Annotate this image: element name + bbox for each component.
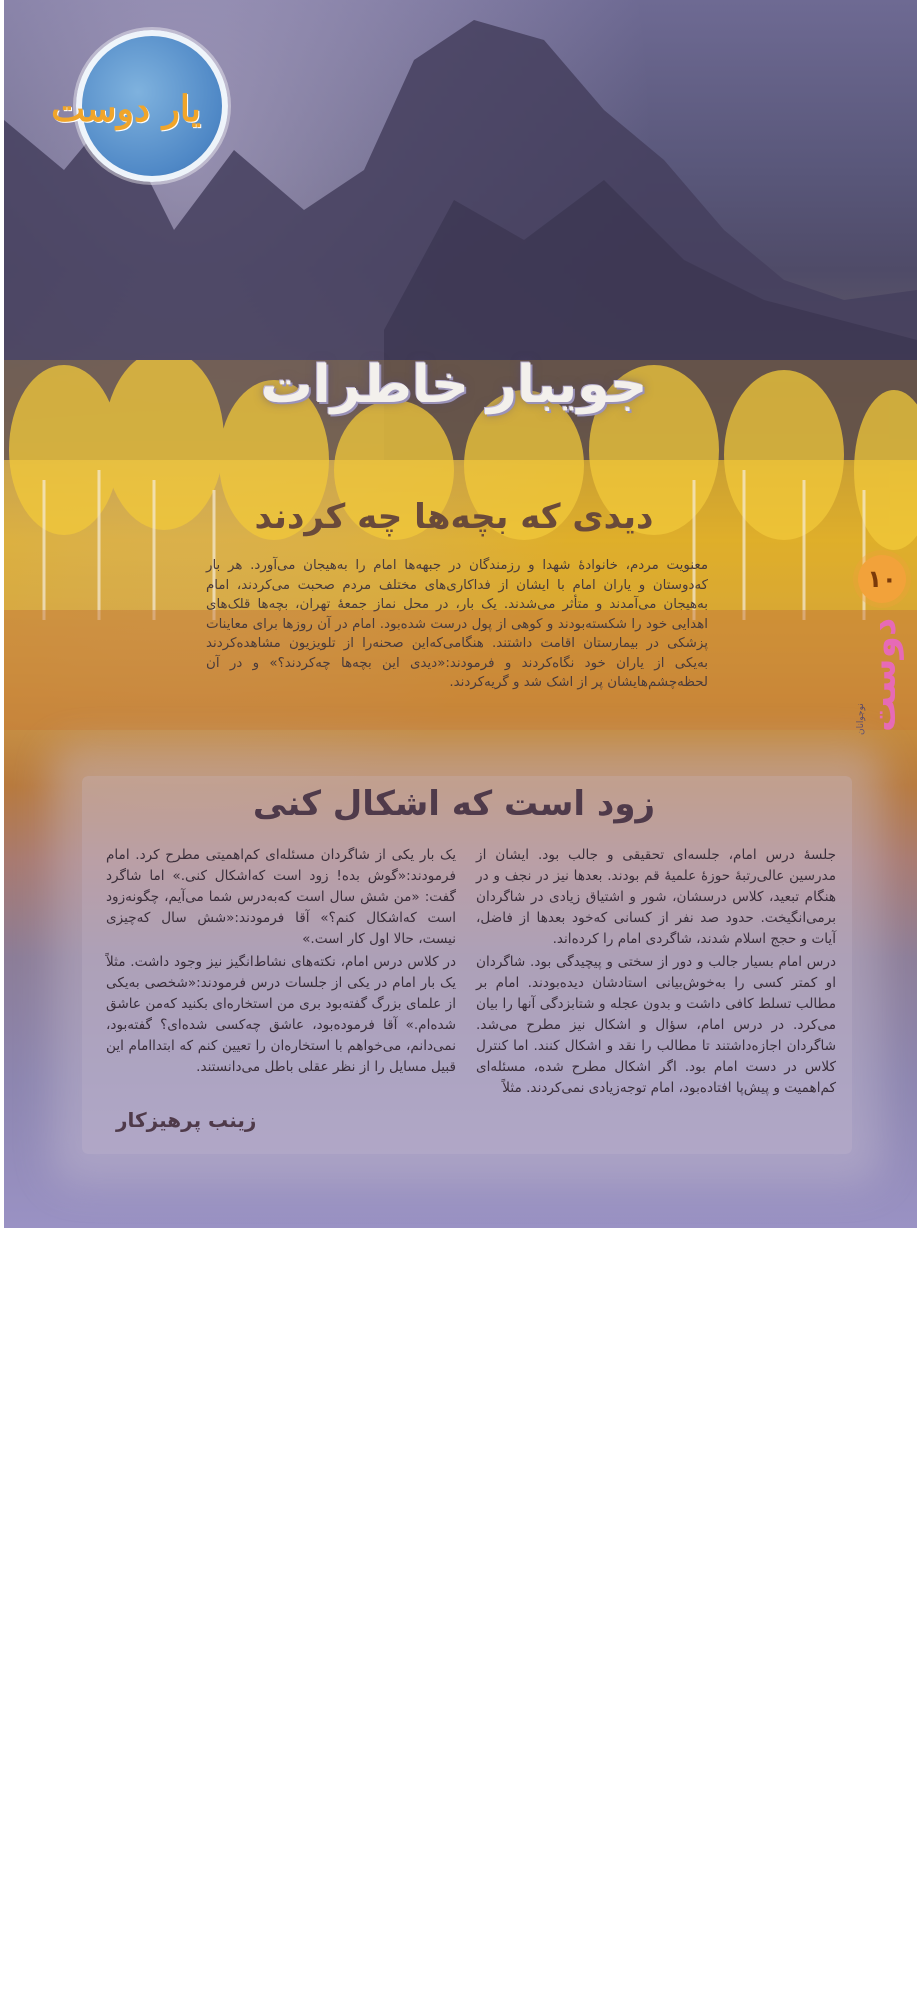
brand-vertical: دوست [863,617,904,733]
paragraph: درس امام بسیار جالب و دور از سختی و پیچیدگی بود. شاگردان او کمتر کسی را به‌خوش‌بیانی استادشان دیده‌بودند. امام بر مطالب تسلط کافی داشت و بدون عجله و شتابزدگی آنها را بیان می‌کرد. در درس امام، سؤال و اشکال نیز مطرح می‌شد. شاگردان اجازه‌داشتند تا مطالب را نقد و اشکال کنند. اما کنترل کلاس در دست امام بود. اگر اشکال مطرح شده، مسئله‌ای کم‌اهمیت و پیش‌پا افتاده‌بود، امام توجه‌زیادی نمی‌کردند. مثلاً [476,954,836,1096]
magazine-logo [46,30,206,180]
author-name: زینب پرهیزکار [116,1108,257,1132]
section2-column-left [106,845,456,1080]
brand-small: نوجوانان [856,703,866,735]
main-title: جویبار خاطرات [260,355,648,415]
page-number: ۱۰ [867,565,897,593]
logo-text: یار دوست [51,88,201,130]
magazine-page [4,0,917,1228]
section2-title: زود است که اشکال کنی [252,784,656,824]
section1-body: معنویت مردم، خانوادهٔ شهدا و رزمندگان در جبهه‌ها امام را به‌هیجان می‌آورد. هر بار که‌دوستان و یاران امام با ایشان از فداکاری‌های مختلف مردم صحبت می‌کردند، امام به‌هیجان می‌آمدند و متأثر می‌شدند. یک بار، در محل نماز جمعهٔ تهران، بچه‌ها قلک‌های اهدایی خود را شکسته‌بودند و کوهی از پول درست شده‌بود. امام در آن روزها برای معاینات پزشکی در بیمارستان اقامت داشتند. هنگامی‌که‌این صحنه‌را از تلویزیون مشاهده‌کردند به‌یکی از یاران خود نگاه‌کردند و فرمودند:«دیدی این بچه‌ها چه‌کردند؟» و در آن لحظه‌چشم‌هایشان پر از اشک شد و گریه‌کردند. [206,558,708,690]
page-number-sun-icon [858,555,906,603]
section2-column-right [476,845,836,1101]
section1-title: دیدی که بچه‌ها چه کردند [254,497,654,537]
page-badge [856,555,912,745]
paragraph: جلسهٔ درس امام، جلسه‌ای تحقیقی و جالب بود. ایشان از مدرسین عالی‌رتبهٔ حوزهٔ علمیهٔ قم بودند. بعدها نیز در نجف و در هنگام تبعید، کلاس درسشان، شور و اشتیاق زیادی در شاگردان برمی‌انگیخت. حدود صد نفر از کسانی که‌خود بعدها از فاضل، آیات و حجج اسلام شدند، شاگردی امام را کرده‌اند. [476,847,836,947]
paragraph: یک بار یکی از شاگردان مسئله‌ای کم‌اهمیتی مطرح کرد. امام فرمودند:«گوش بده‌! زود است که‌اشکال کنی.» اما شاگرد گفت: «من شش سال است که‌به‌درس شما می‌آیم، چگونه‌زود است که‌اشکال کنم؟» آقا فرمودند:«شش سال که‌چیزی نیست، حالا اول کار است.» [106,847,456,947]
paragraph: در کلاس درس امام، نکته‌های نشاط‌انگیز نیز وجود داشت. مثلاً یک بار امام در یکی از جلسات درس فرمودند:«شخصی به‌یکی از علمای بزرگ گفته‌بود بری من استخاره‌ای بکنید که‌من عاشق شده‌ام.» آقا فرموده‌بود، عاشق چه‌کسی شده‌ای؟ گفته‌بود، نمی‌دانم، می‌خواهم با استخاره‌ان را تعیین کنم که ابتدا‌امام این قبیل مسایل را از نظر عقلی باطل می‌دانستند. [106,954,456,1075]
